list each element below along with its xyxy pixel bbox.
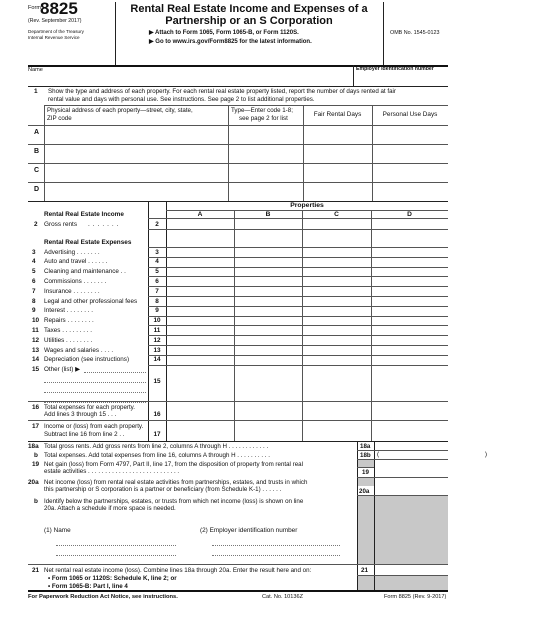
line16-text2: Add lines 3 through 15 . . . xyxy=(44,411,117,418)
line21-bullet1: • Form 1065 or 1120S: Schedule K, line 2; or xyxy=(48,575,177,582)
line20b-text1: Identify below the partnerships, estates, or trusts from which net income (loss) is shown on line xyxy=(44,498,304,505)
property-row-a-label: A xyxy=(34,129,40,136)
col-type-header1: Type—Enter code 1-8; xyxy=(231,107,293,114)
line2-label: Gross rents xyxy=(44,221,78,228)
expense-line-label: Depreciation (see instructions) xyxy=(44,356,130,364)
expense-line-number: 10 xyxy=(32,317,40,325)
expense-line-label: Commissions . . . . . . . xyxy=(44,277,107,285)
omb-number: OMB No. 1545-0123 xyxy=(390,30,440,36)
line21-input[interactable] xyxy=(375,565,448,575)
expense-line-label: Advertising . . . . . . . xyxy=(44,248,100,256)
form-title-line1: Rental Real Estate Income and Expenses of a xyxy=(130,3,368,15)
other-list-line3 xyxy=(44,392,146,393)
line20b-ein-label: (2) Employer identification number xyxy=(200,527,298,534)
property-row-c-label: C xyxy=(34,167,40,174)
shade-18b-gap xyxy=(358,459,374,467)
expense-line-number: 4 xyxy=(32,258,36,266)
line20a-box-number: 20a xyxy=(359,488,370,495)
col-address-header1: Physical address of each property—street, city, state, xyxy=(47,107,193,114)
shade-20b-top-amount xyxy=(375,496,448,509)
expense-line-number: 13 xyxy=(32,346,40,354)
expense-line-number: 15 xyxy=(32,366,40,374)
expense-line-box-number: 14 xyxy=(153,356,161,364)
expense-line-inputs[interactable] xyxy=(166,267,448,277)
line1-table-top xyxy=(44,105,448,106)
website-instruction: ▶ Go to www.irs.gov/Form8825 for the latest information. xyxy=(149,39,312,45)
shade-20a-top xyxy=(358,478,374,486)
expense-line-label: Auto and travel . . . . . . xyxy=(44,258,108,266)
expense-line-label: Legal and other professional fees xyxy=(44,297,138,305)
line1-text1: Show the type and address of each property. For each rental real estate property listed, report the number of days rented at fair xyxy=(48,88,396,95)
line2-rule xyxy=(148,229,448,230)
col-type-header2: see page 2 for list xyxy=(239,115,288,122)
line20a-input[interactable] xyxy=(375,477,448,495)
line19-text2: estate activities . . . . . . . . . . . . . . . . . . . . . . . . . . . xyxy=(44,468,180,475)
ein-field[interactable] xyxy=(356,73,448,86)
shade-21-amount xyxy=(375,575,448,590)
expense-line-inputs[interactable] xyxy=(166,306,448,316)
property-row-c[interactable] xyxy=(44,163,448,182)
expense-line-number: 8 xyxy=(32,297,36,305)
property-row-a[interactable] xyxy=(44,125,448,144)
line20b-name-label: (1) Name xyxy=(44,527,71,534)
line2-box-number: 2 xyxy=(155,221,159,228)
line1-text2: rental value and days with personal use. See instructions. See page 2 to list additional properties. xyxy=(48,96,315,103)
expense-line-label: Repairs . . . . . . . . xyxy=(44,317,94,325)
line20b-number: b xyxy=(34,498,38,505)
line19-box-number: 19 xyxy=(362,469,369,476)
expense-line-number: 12 xyxy=(32,336,40,344)
col-fair-rental-header: Fair Rental Days xyxy=(313,111,362,118)
expense-line-box-number: 8 xyxy=(155,297,159,305)
line18a-box-number: 18a xyxy=(360,443,371,450)
col-personal-use-header: Personal Use Days xyxy=(382,111,438,118)
line21-rule xyxy=(357,575,448,576)
catalog-number: Cat. No. 10136Z xyxy=(262,594,304,600)
line20a-number: 20a xyxy=(28,479,39,486)
other-list-line4 xyxy=(44,402,146,403)
expense-line-label: Taxes . . . . . . . . . xyxy=(44,326,92,334)
form-title-line2: Partnership or an S Corporation xyxy=(165,15,333,27)
line15-other-inputs[interactable] xyxy=(166,365,448,401)
name-rule xyxy=(28,86,448,87)
line21-text: Net rental real estate income (loss). Combine lines 18a through 20a. Enter the result here and on: xyxy=(44,567,312,574)
property-row-b[interactable] xyxy=(44,144,448,163)
line18a-number: 18a xyxy=(28,443,39,450)
other-list-line1 xyxy=(84,372,146,373)
line18b-text: Total expenses. Add total expenses from line 16, columns A through H . . . . . . . . . . xyxy=(44,452,270,459)
property-row-d[interactable] xyxy=(44,182,448,201)
line16-text1: Total expenses for each property. xyxy=(44,404,136,411)
expense-line-inputs[interactable] xyxy=(166,296,448,306)
line17-number: 17 xyxy=(32,423,40,430)
department: Department of the Treasury xyxy=(28,29,84,34)
income-heading: Rental Real Estate Income xyxy=(44,211,124,218)
name-label: Name xyxy=(28,67,43,73)
ein-divider xyxy=(353,65,354,86)
line20b-text2: 20a. Attach a schedule if more space is needed. xyxy=(44,505,176,512)
properties-heading: Properties xyxy=(290,202,324,209)
line21-number: 21 xyxy=(32,567,40,574)
line18a-input[interactable] xyxy=(375,441,448,450)
partnership-ein-line2[interactable] xyxy=(212,555,340,556)
header-divider-right xyxy=(383,2,384,65)
footer-form-id: Form 8825 (Rev. 9-2017) xyxy=(384,594,447,600)
ein-label: Employer identification number xyxy=(356,66,434,72)
expense-line-inputs[interactable] xyxy=(166,257,448,267)
expense-line-label: Cleaning and maintenance . . xyxy=(44,268,126,276)
property-col-a: A xyxy=(197,211,203,218)
line18b-box-number: 18b xyxy=(360,452,371,459)
property-row-b-label: B xyxy=(34,148,40,155)
line16-box-number: 16 xyxy=(153,411,161,418)
paperwork-notice: For Paperwork Reduction Act Notice, see instructions. xyxy=(28,594,178,600)
line20a-text1: Net income (loss) from rental real estate activities from partnerships, estates, and trusts in which xyxy=(44,479,308,486)
expense-line-box-number: 3 xyxy=(155,248,159,256)
expense-line-number: 6 xyxy=(32,277,36,285)
expense-line-inputs[interactable] xyxy=(166,316,448,326)
line21-bullet2: • Form 1065-B: Part I, line 4 xyxy=(48,583,128,590)
line17-box-number: 17 xyxy=(153,431,161,438)
line18a-text: Total gross rents. Add gross rents from line 2, columns A through H . . . . . . . . . . . . xyxy=(44,443,269,450)
agency: Internal Revenue Service xyxy=(28,35,80,40)
col-address-header2: ZIP code xyxy=(47,115,72,122)
line2-leader: ....... xyxy=(88,221,122,228)
expense-line-number: 14 xyxy=(32,356,40,364)
line15-box-number: 15 xyxy=(153,378,161,385)
expense-line-number: 5 xyxy=(32,268,36,276)
line2-number: 2 xyxy=(34,221,38,228)
line17-text1: Income or (loss) from each property. xyxy=(44,423,144,430)
expense-line-label: Other (list) ▶ xyxy=(44,366,80,374)
expense-line-inputs[interactable] xyxy=(166,276,448,286)
expense-line-box-number: 6 xyxy=(155,277,159,285)
line16-number: 16 xyxy=(32,404,40,411)
expense-line-box-number: 10 xyxy=(153,317,161,325)
expense-line-inputs[interactable] xyxy=(166,355,448,365)
expense-line-number: 11 xyxy=(32,326,39,334)
expense-line-box-number: 7 xyxy=(155,287,159,295)
line19-text1: Net gain (loss) from Form 4797, Part II, line 17, from the disposition of property from rental real xyxy=(44,461,303,468)
expense-line-label: Wages and salaries . . . . xyxy=(44,346,114,354)
property-row-d-label: D xyxy=(34,186,40,193)
expense-line-number: 3 xyxy=(32,248,36,256)
shade-21-num xyxy=(358,575,374,590)
property-col-d: D xyxy=(407,211,412,218)
line18b-parentheses: ( ) xyxy=(377,451,539,458)
line17-text2: Subtract line 16 from line 2 . . xyxy=(44,431,125,438)
line2-gross-rents-inputs[interactable] xyxy=(166,218,448,229)
expense-line-inputs[interactable] xyxy=(166,325,448,335)
shade-20b-num xyxy=(358,509,374,564)
shade-20b-top-num xyxy=(358,496,374,509)
expense-line-box-number: 11 xyxy=(153,326,161,334)
form-word: Form xyxy=(28,5,42,11)
expense-line-number: 7 xyxy=(32,287,36,295)
expense-line-inputs[interactable] xyxy=(166,335,448,345)
expense-line-label: Insurance . . . . . . . . xyxy=(44,287,100,295)
expense-line-inputs[interactable] xyxy=(166,286,448,296)
expense-line-box-number: 9 xyxy=(155,307,159,315)
property-col-b: B xyxy=(265,211,271,218)
expenses-heading: Rental Real Estate Expenses xyxy=(44,239,132,246)
shade-20b-amount xyxy=(375,509,448,564)
name-field[interactable] xyxy=(28,72,353,86)
line19-number: 19 xyxy=(32,461,40,468)
expense-line-box-number: 12 xyxy=(153,336,161,344)
line19-input[interactable] xyxy=(375,459,448,477)
property-col-c: C xyxy=(334,211,339,218)
line20a-text2: this partnership or S corporation is a partner or beneficiary (from Schedule K-1) . . . . . . xyxy=(44,486,282,493)
expense-line-number: 9 xyxy=(32,307,36,315)
line17-income-inputs[interactable] xyxy=(166,420,448,441)
partnership-ein-line1[interactable] xyxy=(212,545,340,546)
expense-line-label: Utilities . . . . . . . . xyxy=(44,336,93,344)
footer-rule xyxy=(28,590,448,592)
line21-box-number: 21 xyxy=(361,567,369,574)
expense-line-box-number: 13 xyxy=(153,346,161,354)
expense-line-inputs[interactable] xyxy=(166,345,448,355)
revision-date: (Rev. September 2017) xyxy=(28,18,82,24)
partnership-name-line2[interactable] xyxy=(56,555,176,556)
expense-line-label: Interest . . . . . . . . xyxy=(44,307,93,315)
other-list-line2 xyxy=(44,382,146,383)
expense-line-box-number: 4 xyxy=(155,258,159,266)
line18b-number: b xyxy=(34,452,38,459)
expense-line-rule xyxy=(148,365,448,366)
expense-line-inputs[interactable] xyxy=(166,247,448,257)
form-number: 8825 xyxy=(40,0,78,18)
line1-number: 1 xyxy=(34,88,38,95)
line19-num-top xyxy=(357,467,374,468)
line16-total-expenses-inputs[interactable] xyxy=(166,401,448,420)
attach-instruction: ▶ Attach to Form 1065, Form 1065-B, or Form 1120S. xyxy=(149,30,299,36)
expense-line-box-number: 5 xyxy=(155,268,159,276)
grid-numcol-left xyxy=(148,201,149,441)
partnership-name-line1[interactable] xyxy=(56,545,176,546)
